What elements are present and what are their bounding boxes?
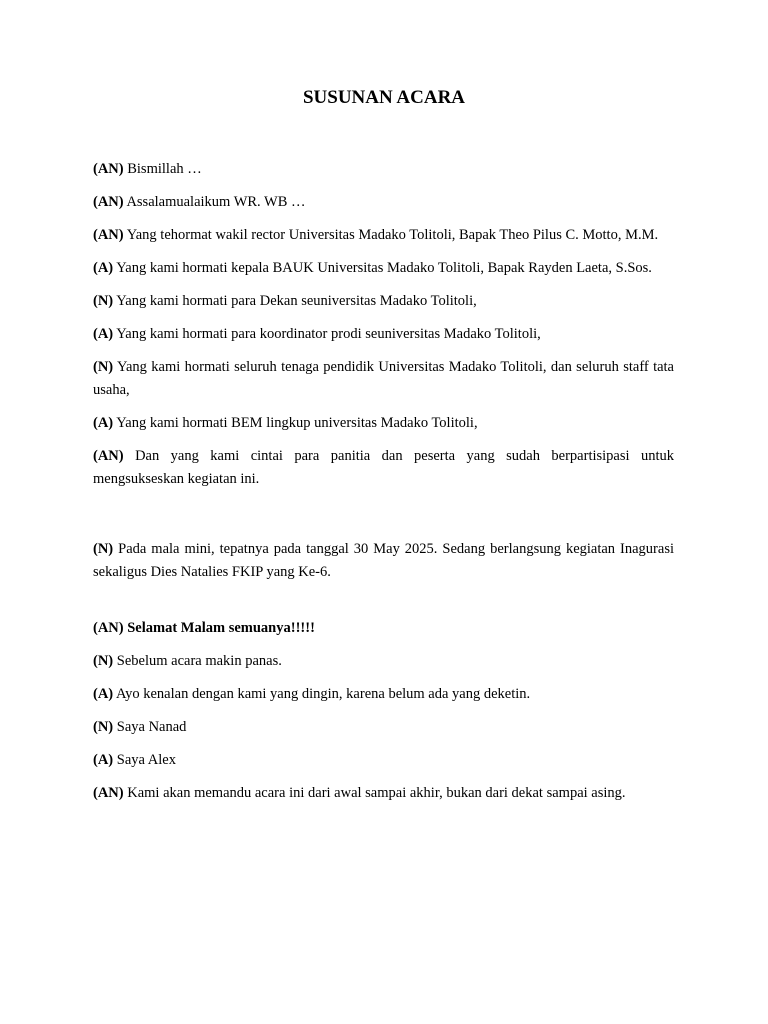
line-text: Saya Nanad — [116, 719, 187, 735]
script-line — [93, 617, 674, 640]
line-text: Yang kami hormati para koordinator prodi seuniversitas Madako Tolitoli, — [116, 326, 541, 342]
speaker-tag: (AN) — [93, 620, 124, 636]
script-line — [93, 683, 674, 706]
line-text: Kami akan memandu acara ini dari awal sampai akhir, bukan dari dekat sampai asing. — [127, 785, 626, 801]
script-line — [93, 224, 674, 247]
script-line — [93, 290, 674, 313]
line-text: Sebelum acara makin panas. — [116, 653, 282, 669]
script-line — [93, 538, 674, 584]
speaker-tag: (AN) — [93, 448, 124, 464]
speaker-tag: (AN) — [93, 227, 124, 243]
script-line — [93, 356, 674, 402]
speaker-tag: (N) — [93, 653, 114, 669]
line-text: Saya Alex — [116, 752, 176, 768]
script-line — [93, 158, 674, 181]
line-text: Yang kami hormati seluruh tenaga pendidik Universitas Madako Tolitoli, dan seluruh staff tata usaha, — [93, 359, 674, 398]
document-body — [93, 158, 674, 815]
speaker-tag: (N) — [93, 541, 114, 557]
line-text: Selamat Malam semuanya!!!!! — [127, 620, 315, 636]
speaker-tag: (A) — [93, 752, 114, 768]
line-text: Yang kami hormati kepala BAUK Universitas Madako Tolitoli, Bapak Rayden Laeta, S.Sos. — [116, 260, 652, 276]
line-text: Bismillah … — [127, 161, 202, 177]
script-line — [93, 412, 674, 435]
speaker-tag: (N) — [93, 359, 114, 375]
script-line — [93, 191, 674, 214]
line-text: Ayo kenalan dengan kami yang dingin, karena belum ada yang deketin. — [115, 686, 531, 702]
speaker-tag: (N) — [93, 719, 114, 735]
line-text: Dan yang kami cintai para panitia dan peserta yang sudah berpartisipasi untuk mengsukseskan kegiatan ini. — [93, 448, 675, 487]
speaker-tag: (A) — [93, 686, 114, 702]
line-text: Yang tehormat wakil rector Universitas Madako Tolitoli, Bapak Theo Pilus C. Motto, M.M. — [126, 227, 659, 243]
script-line — [93, 749, 674, 772]
script-line — [93, 323, 674, 346]
script-line — [93, 650, 674, 673]
speaker-tag: (A) — [93, 260, 114, 276]
speaker-tag: (AN) — [93, 161, 124, 177]
line-text: Yang kami hormati BEM lingkup universitas Madako Tolitoli, — [116, 415, 478, 431]
script-line — [93, 257, 674, 280]
script-line — [93, 445, 674, 491]
script-line — [93, 782, 674, 805]
speaker-tag: (A) — [93, 415, 114, 431]
script-line — [93, 716, 674, 739]
speaker-tag: (N) — [93, 293, 114, 309]
speaker-tag: (A) — [93, 326, 114, 342]
page-title: SUSUNAN ACARA — [302, 87, 466, 108]
line-text: Yang kami hormati para Dekan seuniversitas Madako Tolitoli, — [116, 293, 477, 309]
line-text: Assalamualaikum WR. WB … — [126, 194, 306, 210]
line-text: Pada mala mini, tepatnya pada tanggal 30 May 2025. Sedang berlangsung kegiatan Inagurasi sekaligus Dies Natalies FKIP yang Ke-6. — [93, 541, 674, 580]
speaker-tag: (AN) — [93, 785, 124, 801]
speaker-tag: (AN) — [93, 194, 124, 210]
